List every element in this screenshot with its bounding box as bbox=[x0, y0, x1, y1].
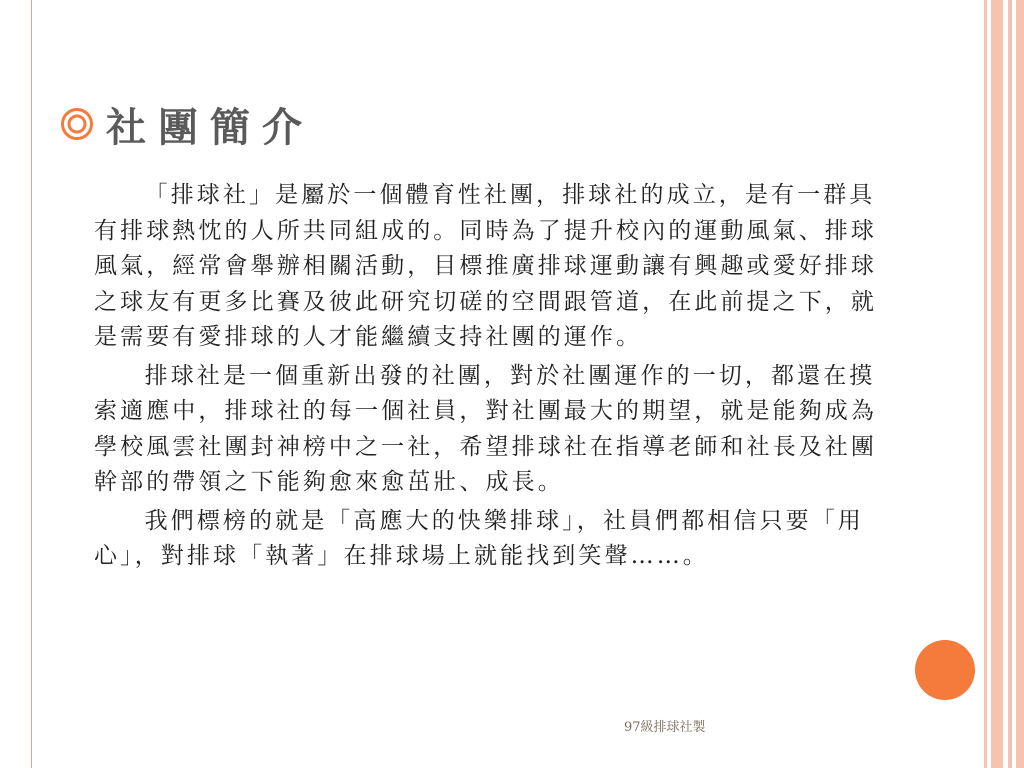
body-text bbox=[94, 178, 894, 578]
paragraph-1: 「排球社」是屬於一個體育性社團，排球社的成立，是有一群具有排球熱忱的人所共同組成的。同時為了提升校內的運動風氣、排球風氣，經常會舉辦相關活動，目標推廣排球運動讓有興趣或愛好排球之球友有更多比賽及彼此研究切磋的空間跟管道，在此前提之下，就是需要有愛排球的人才能繼續支持社團的運作。 bbox=[94, 182, 877, 350]
paragraph-2: 排球社是一個重新出發的社團，對於社團運作的一切，都還在摸索適應中，排球社的每一個社員，對社團最大的期望，就是能夠成為學校風雲社團封神榜中之一社，希望排球社在指導老師和社長及社團幹部的帶領之下能夠愈來愈茁壯、成長。 bbox=[94, 362, 877, 495]
slide-title: 社團簡介 bbox=[106, 103, 314, 151]
paragraph-3: 我們標榜的就是「高應大的快樂排球」，社員們都相信只要「用心」，對排球「執著」在排球場上就能找到笑聲……。 bbox=[94, 507, 864, 569]
left-border-line bbox=[31, 0, 32, 768]
footer-text: 97級排球社製 bbox=[624, 720, 706, 735]
orange-circle-decoration bbox=[915, 640, 975, 700]
right-stripe-decoration bbox=[984, 0, 1024, 768]
title-row bbox=[60, 92, 314, 156]
double-circle-bullet-icon bbox=[60, 107, 94, 141]
